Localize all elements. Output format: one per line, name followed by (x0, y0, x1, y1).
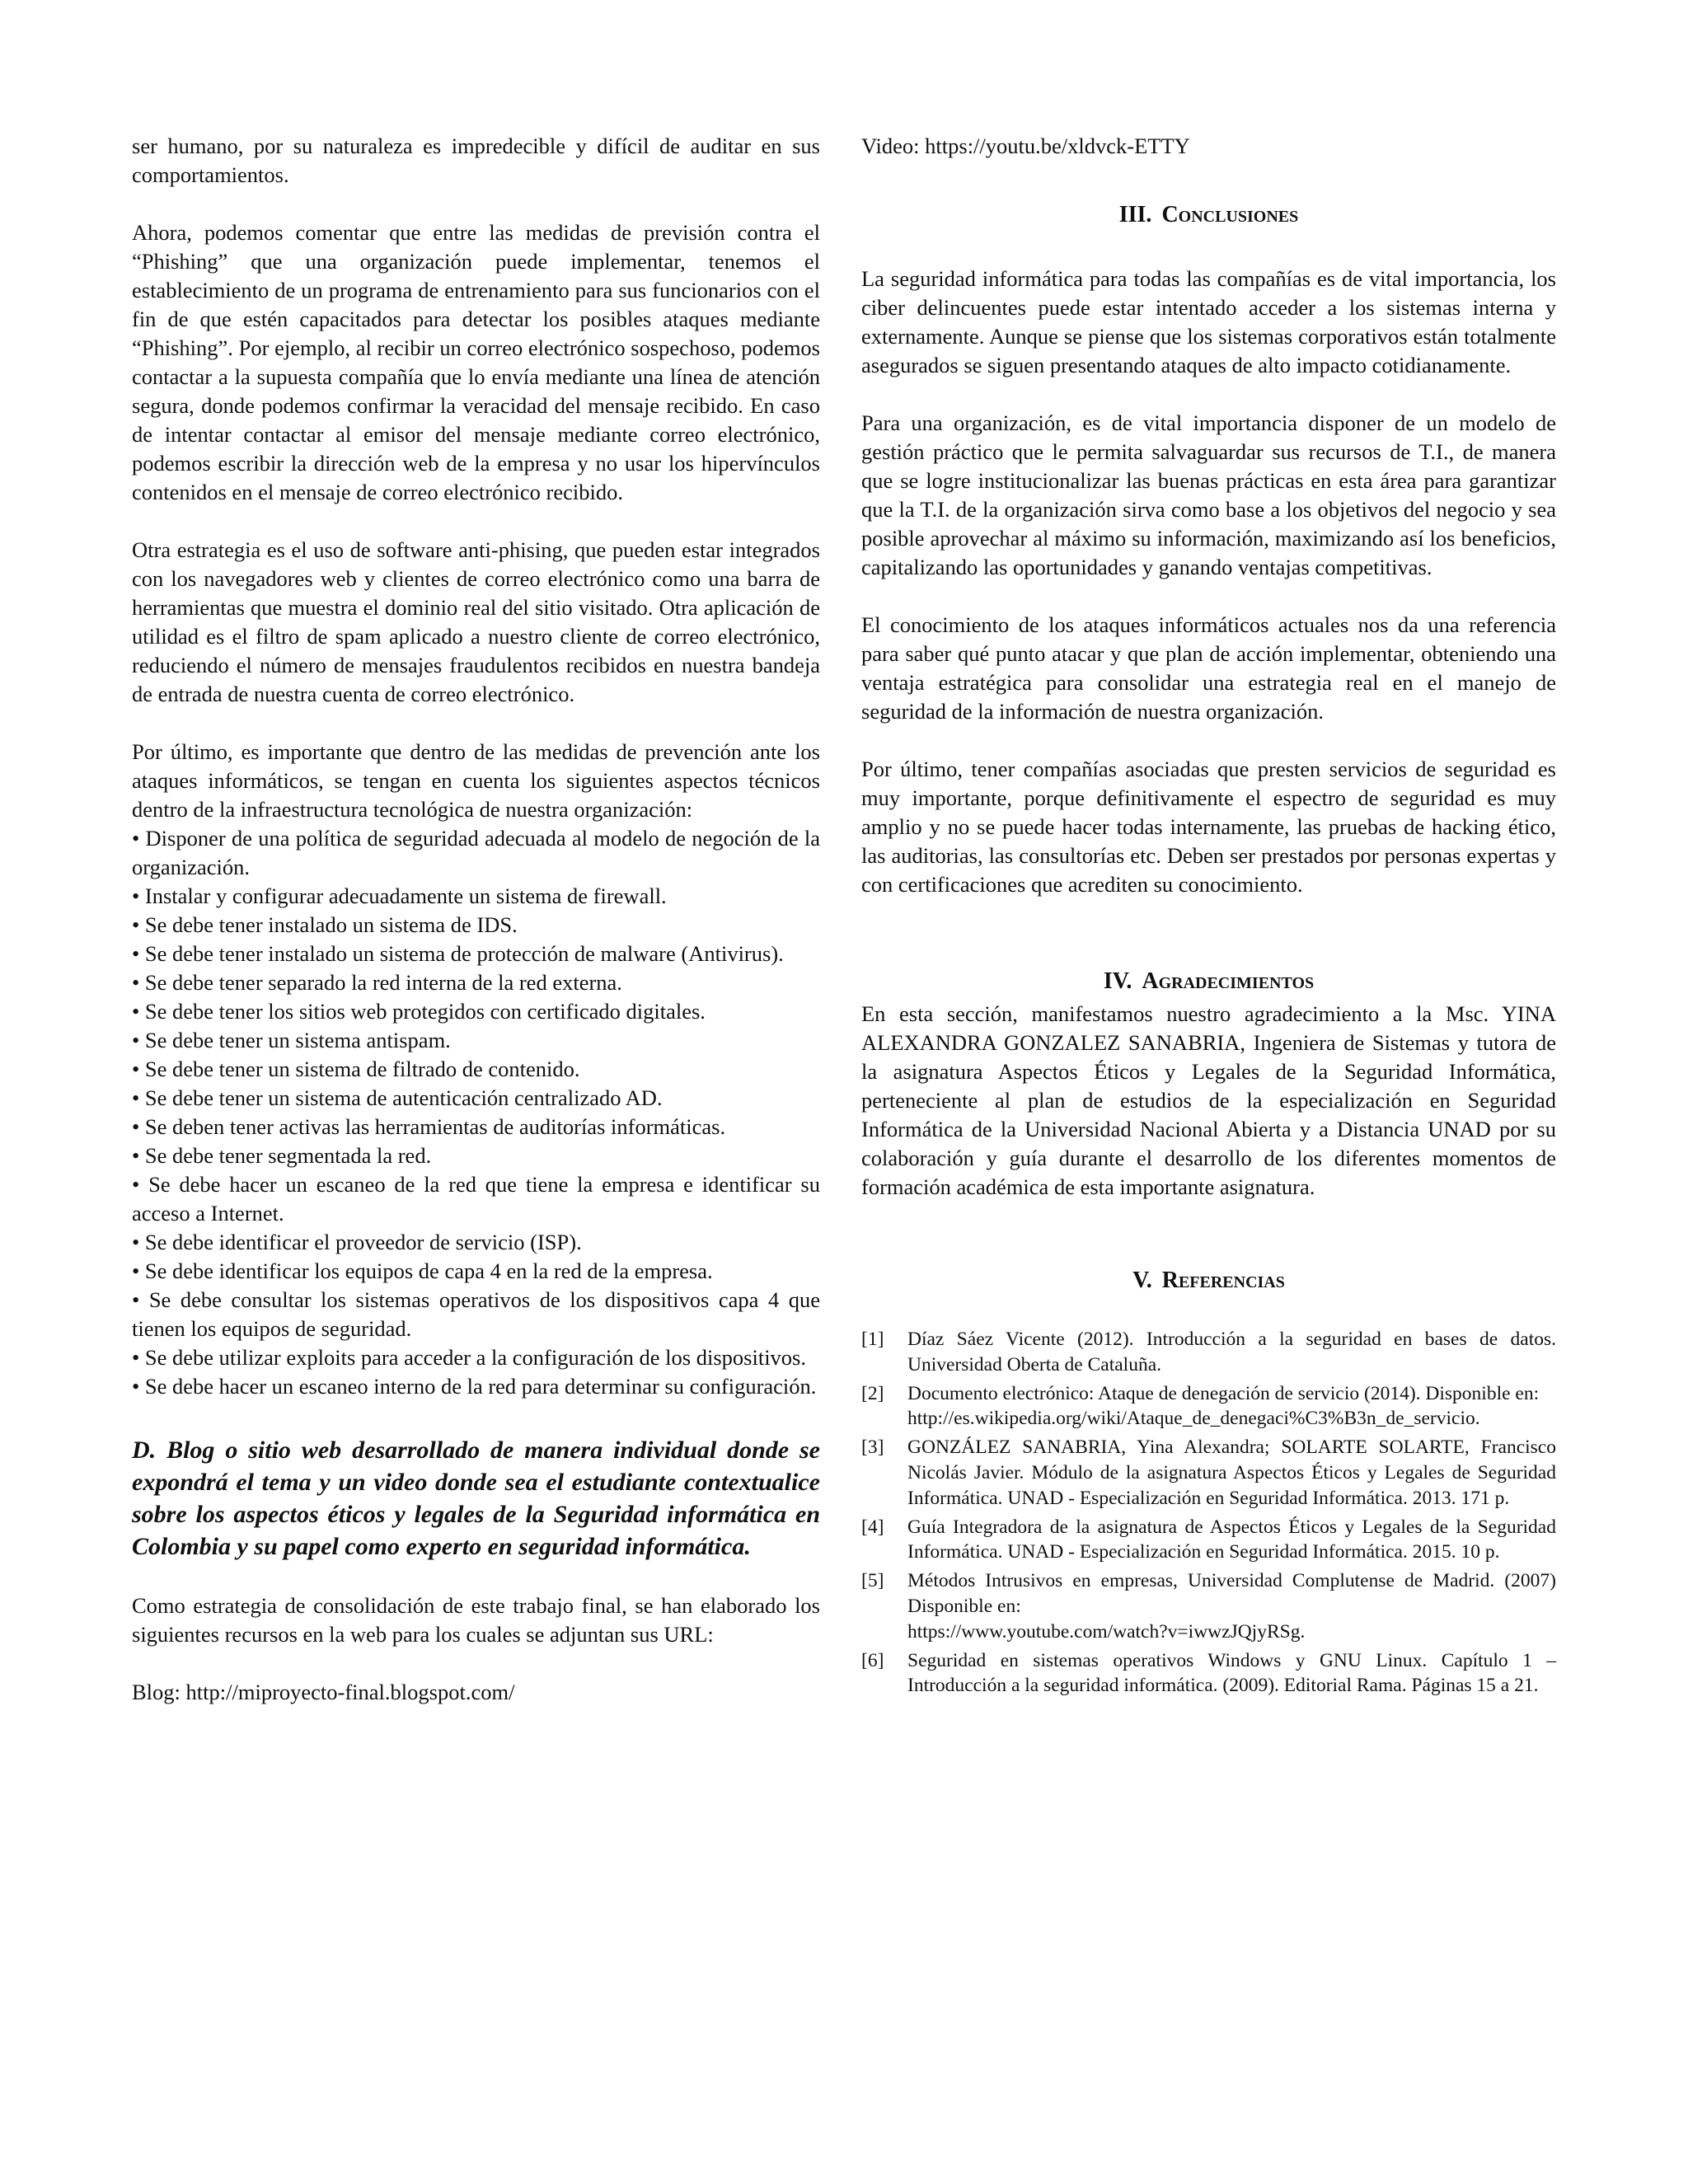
reference-item (861, 1327, 1556, 1378)
paragraph-web-resources: Como estrategia de consolidación de este trabajo final, se han elaborado los siguientes recursos en la web para los cuales se adjuntan sus URL: (132, 1593, 820, 1647)
list-item: • Se debe utilizar exploits para acceder a la configuración de los dispositivos. (132, 1343, 820, 1372)
reference-item (861, 1648, 1556, 1699)
video-url[interactable]: Video: https://youtu.be/xldvck-ETTY (861, 134, 1190, 158)
paragraph-human-nature: ser humano, por su naturaleza es impredecible y difícil de auditar en sus comportamientos. (132, 134, 820, 187)
reference-number: [6] (861, 1649, 884, 1671)
reference-item (861, 1381, 1556, 1432)
reference-text: Díaz Sáez Vicente (2012). Introducción a la seguridad en bases de datos. Universidad Oberta de Cataluña. (907, 1329, 1556, 1376)
list-item: • Se debe tener instalado un sistema de IDS. (132, 911, 820, 940)
reference-number: [3] (861, 1436, 884, 1459)
reference-url[interactable]: https://www.youtube.com/watch?v=iwwzJQjyRSg. (907, 1620, 1306, 1643)
reference-text: Seguridad en sistemas operativos Windows y GNU Linux. Capítulo 1 – Introducción a la seguridad informática. (2009). Editorial Rama. Páginas 15 a 21. (907, 1649, 1556, 1697)
reference-item (861, 1435, 1556, 1511)
paragraph-conclusion-4: Por último, tener compañías asociadas que presten servicios de seguridad es muy importante, porque definitivamente el espectro de seguridad es muy amplio y no se puede hacer todas internamente, las pruebas de hacking ético, las auditorias, las consultorías etc. Deben ser prestados por personas expertas y con certificaciones que acrediten su conocimiento. (861, 757, 1556, 897)
list-item: • Se debe tener separado la red interna de la red externa. (132, 968, 820, 997)
paragraph-conclusion-2: Para una organización, es de vital importancia disponer de un modelo de gestión práctico que le permita salvaguardar sus recursos de T.I., de manera que se logre institucionalizar las buenas prácticas en esta área para garantizar que la T.I. de la organización sirva como base a los objetivos del negocio y sea posible aprovechar al máximo su información, maximizando así los beneficios, capitalizando las oportunidades y ganando ventajas competitivas. (861, 410, 1556, 579)
reference-text: GONZÁLEZ SANABRIA, Yina Alexandra; SOLARTE SOLARTE, Francisco Nicolás Javier. Módulo de la asignatura Aspectos Éticos y Legales de Seguridad Informática. UNAD - Especialización en Seguridad Informática. 2013. 171 p. (907, 1436, 1556, 1509)
paragraph-acknowledgments: En esta sección, manifestamos nuestro agradecimiento a la Msc. YINA ALEXANDRA GONZALEZ SANABRIA, Ingeniera de Sistemas y tutora de la asignatura Aspectos Éticos y Legales de la Seguridad Informática, perteneciente al plan de estudios de la especialización en Seguridad Informática de la Universidad Nacional Abierta y a Distancia UNAD por su colaboración y guía durante el desarrollo de los diferentes momentos de formación académica de esta importante asignatura. (861, 1001, 1556, 1199)
reference-number: [1] (861, 1329, 884, 1350)
reference-number: [2] (861, 1382, 884, 1404)
section-heading-references (861, 1266, 1556, 1296)
section-heading-conclusions (861, 200, 1556, 230)
list-item: • Se debe tener un sistema de filtrado de contenido. (132, 1055, 820, 1084)
subheading-blog-section: D. Blog o sitio web desarrollado de manera individual donde se expondrá el tema y un video donde sea el estudiante contextualice sobre los aspectos éticos y legales de la Seguridad informática en Colombia y su papel como experto en seguridad informática. (132, 1436, 820, 1560)
left-column (132, 132, 820, 1707)
list-item: • Se debe hacer un escaneo de la red que tiene la empresa e identificar su acceso a Internet. (132, 1170, 820, 1228)
section-number: III. (1118, 202, 1152, 227)
reference-url[interactable]: http://es.wikipedia.org/wiki/Ataque_de_denegaci%C3%B3n_de_servicio. (907, 1408, 1480, 1430)
right-column (861, 132, 1556, 1702)
list-item: • Se debe hacer un escaneo interno de la red para determinar su configuración. (132, 1372, 820, 1401)
reference-number: [4] (861, 1516, 884, 1538)
list-item: • Se debe consultar los sistemas operativos de los dispositivos capa 4 que tienen los equipos de seguridad. (132, 1286, 820, 1343)
list-item: • Instalar y configurar adecuadamente un sistema de firewall. (132, 882, 820, 911)
reference-text: Documento electrónico: Ataque de denegación de servicio (2014). Disponible en: (907, 1382, 1540, 1404)
section-title: Referencias (1161, 1268, 1285, 1293)
list-item: • Se debe tener segmentada la red. (132, 1141, 820, 1170)
reference-text: Guía Integradora de la asignatura de Aspectos Éticos y Legales de la Seguridad Informática. UNAD - Especialización en Seguridad Informática. 2015. 10 p. (907, 1516, 1556, 1563)
section-number: IV. (1103, 968, 1132, 994)
list-item: • Se debe identificar los equipos de capa 4 en la red de la empresa. (132, 1257, 820, 1286)
reference-item (861, 1515, 1556, 1566)
list-item: • Se debe tener los sitios web protegidos con certificado digitales. (132, 997, 820, 1026)
paragraph-technical-aspects-intro: Por último, es importante que dentro de las medidas de prevención ante los ataques informáticos, se tengan en cuenta los siguientes aspectos técnicos dentro de la infraestructura tecnológica de nuestra organización: (132, 739, 820, 822)
list-item: • Se deben tener activas las herramientas de auditorías informáticas. (132, 1113, 820, 1141)
section-title: Conclusiones (1161, 202, 1299, 227)
references-list (861, 1327, 1556, 1699)
list-item: • Se debe tener instalado un sistema de protección de malware (Antivirus). (132, 940, 820, 968)
list-item: • Se debe tener un sistema de autenticación centralizado AD. (132, 1084, 820, 1113)
list-item: • Se debe tener un sistema antispam. (132, 1026, 820, 1055)
section-number: V. (1132, 1268, 1152, 1293)
reference-item (861, 1568, 1556, 1644)
paragraph-conclusion-1: La seguridad informática para todas las compañías es de vital importancia, los ciber delincuentes puede estar intentado acceder a los sistemas interna y externamente. Aunque se piense que los sistemas corporativos están totalmente asegurados se siguen presentando ataques de alto impacto cotidianamente. (861, 266, 1556, 377)
paragraph-phishing-measures: Ahora, podemos comentar que entre las medidas de previsión contra el “Phishing” que una organización puede implementar, tenemos el establecimiento de un programa de entrenamiento para sus funcionarios con el fin de que estén capacitados para detectar los posibles ataques mediante “Phishing”. Por ejemplo, al recibir un correo electrónico sospechoso, podemos contactar a la supuesta compañía que lo envía mediante una línea de atención segura, donde podemos confirmar la veracidad del mensaje recibido. En caso de intentar contactar al emisor del mensaje mediante correo electrónico, podemos escribir la dirección web de la empresa y no usar los hipervínculos contenidos en el mensaje de correo electrónico recibido. (132, 220, 820, 504)
list-item: • Disponer de una política de seguridad adecuada al modelo de negoción de la organización. (132, 824, 820, 882)
technical-aspects-list (132, 824, 820, 1401)
list-item: • Se debe identificar el proveedor de servicio (ISP). (132, 1228, 820, 1257)
reference-number: [5] (861, 1570, 884, 1592)
paragraph-anti-phishing-software: Otra estrategia es el uso de software anti-phising, que pueden estar integrados con los navegadores web y clientes de correo electrónico como una barra de herramientas que muestra el dominio real del sitio visitado. Otra aplicación de utilidad es el filtro de spam aplicado a nuestro cliente de correo electrónico, reduciendo el número de mensajes fraudulentos recibidos en nuestra bandeja de entrada de nuestra cuenta de correo electrónico. (132, 537, 820, 706)
section-heading-acknowledgments (861, 967, 1556, 996)
paragraph-conclusion-3: El conocimiento de los ataques informáticos actuales nos da una referencia para saber qué punto atacar y que plan de acción implementar, obteniendo una ventaja estratégica para consolidar una estrategia real en el manejo de seguridad de la información de nuestra organización. (861, 612, 1556, 724)
blog-url[interactable]: Blog: http://miproyecto-final.blogspot.com/ (132, 1680, 515, 1704)
section-title: Agradecimientos (1142, 968, 1315, 994)
reference-text: Métodos Intrusivos en empresas, Universidad Complutense de Madrid. (2007) Disponible en: (907, 1570, 1556, 1617)
